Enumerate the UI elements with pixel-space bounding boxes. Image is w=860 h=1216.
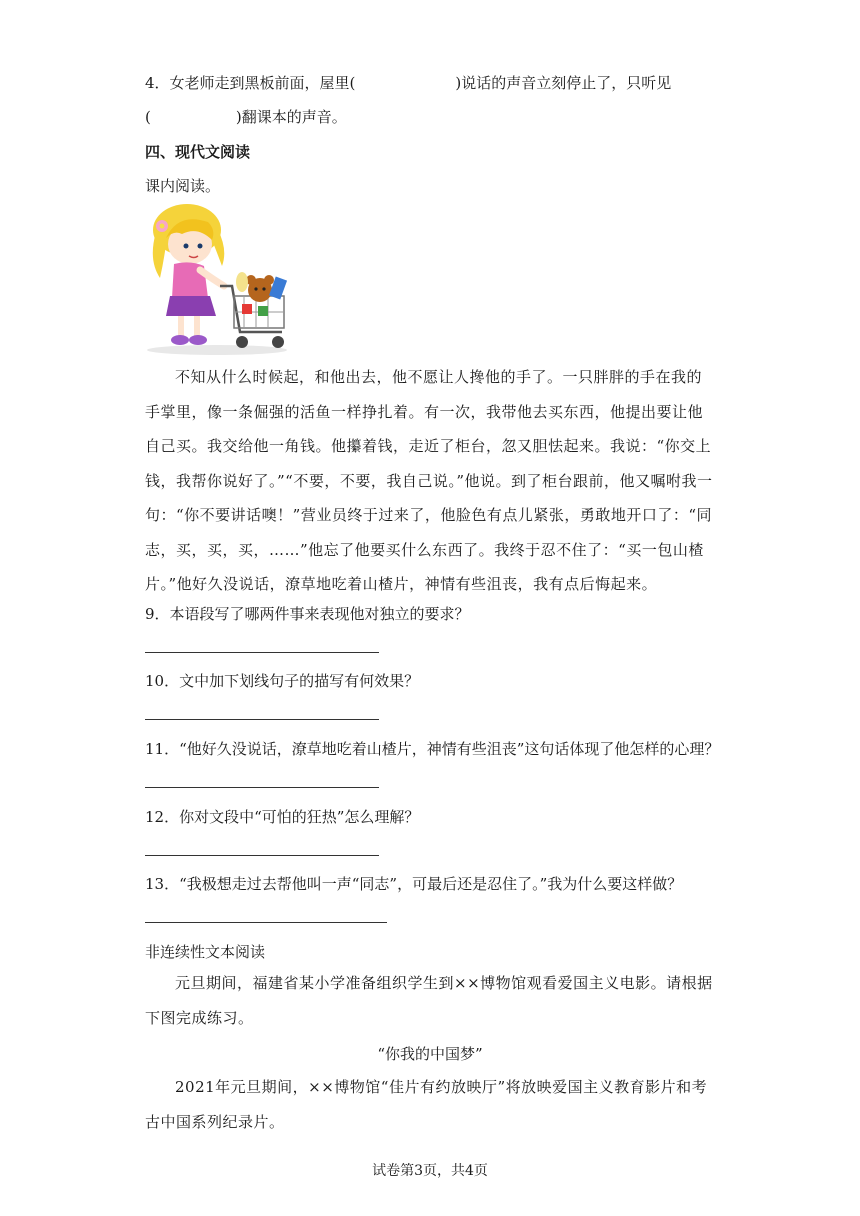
q4-line1 [145,72,671,93]
girl-cart-icon [142,200,292,360]
poster-title: “你我的中国梦” [377,1045,483,1063]
poster-paragraph: 2021年元旦期间，××博物馆“佳片有约放映厅”将放映爱国主义教育影片和考古中国系列纪录片。 [145,1078,708,1131]
question-9: 9．本语段写了哪两件事来表现他对独立的要求？ [145,605,470,623]
q4-text-c: ( [145,108,151,126]
noncontinuous-reading-label: 非连续性文本阅读 [145,943,266,961]
answer-line-11[interactable] [145,787,379,788]
section-heading: 四、现代文阅读 [145,143,251,161]
page-footer: 试卷第3页，共4页 [372,1163,488,1179]
in-class-reading-label: 课内阅读。 [145,177,221,195]
q4-text-b: )说话的声音立刻停止了，只听见 [455,74,672,92]
answer-line-9[interactable] [145,652,379,653]
reading-passage [145,360,715,602]
girl-shopping-cart-illustration [142,200,292,360]
question-10: 10．文中加下划线句子的描写有何效果？ [145,672,420,690]
q4-line2 [145,106,347,127]
answer-line-10[interactable] [145,719,379,720]
poster-body [145,1070,715,1139]
passage-paragraph: 不知从什么时候起，和他出去，他不愿让人搀他的手了。一只胖胖的手在我的手掌里，像一条倔强的活鱼一样挣扎着。有一次，我带他去买东西，他提出要让他自己买。我交给他一角钱。他攥着钱，走近了柜台，忽又胆怯起来。我说：“你交上钱，我帮你说好了。”“不要，不要，我自己说。”他说。到了柜台跟前，他又嘱咐我一句：“你不要讲话噢！”营业员终于过来了，他脸色有点儿紧张，勇敢地开口了：“同志，买，买，买，……”他忘了他要买什么东西了。我终于忍不住了：“买一包山楂片。”他好久没说话，潦草地吃着山楂片，神情有些沮丧，我有点后悔起来。 [145,368,713,593]
question-11: 11．“他好久没说话，潦草地吃着山楂片，神情有些沮丧”这句话体现了他怎样的心理？ [145,740,720,758]
question-13: 13．“我极想走过去帮他叫一声“同志”，可最后还是忍住了。”我为什么要这样做？ [145,875,683,893]
intro-paragraph: 元旦期间，福建省某小学准备组织学生到××博物馆观看爱国主义电影。请根据下图完成练习。 [145,974,713,1027]
noncontinuous-intro [145,966,715,1035]
question-12: 12．你对文段中“可怕的狂热”怎么理解？ [145,808,420,826]
answer-line-12[interactable] [145,855,379,856]
q4-text-d: )翻课本的声音。 [235,108,347,126]
q4-text-a: 4．女老师走到黑板前面，屋里( [145,74,356,92]
answer-line-13[interactable] [145,922,387,923]
